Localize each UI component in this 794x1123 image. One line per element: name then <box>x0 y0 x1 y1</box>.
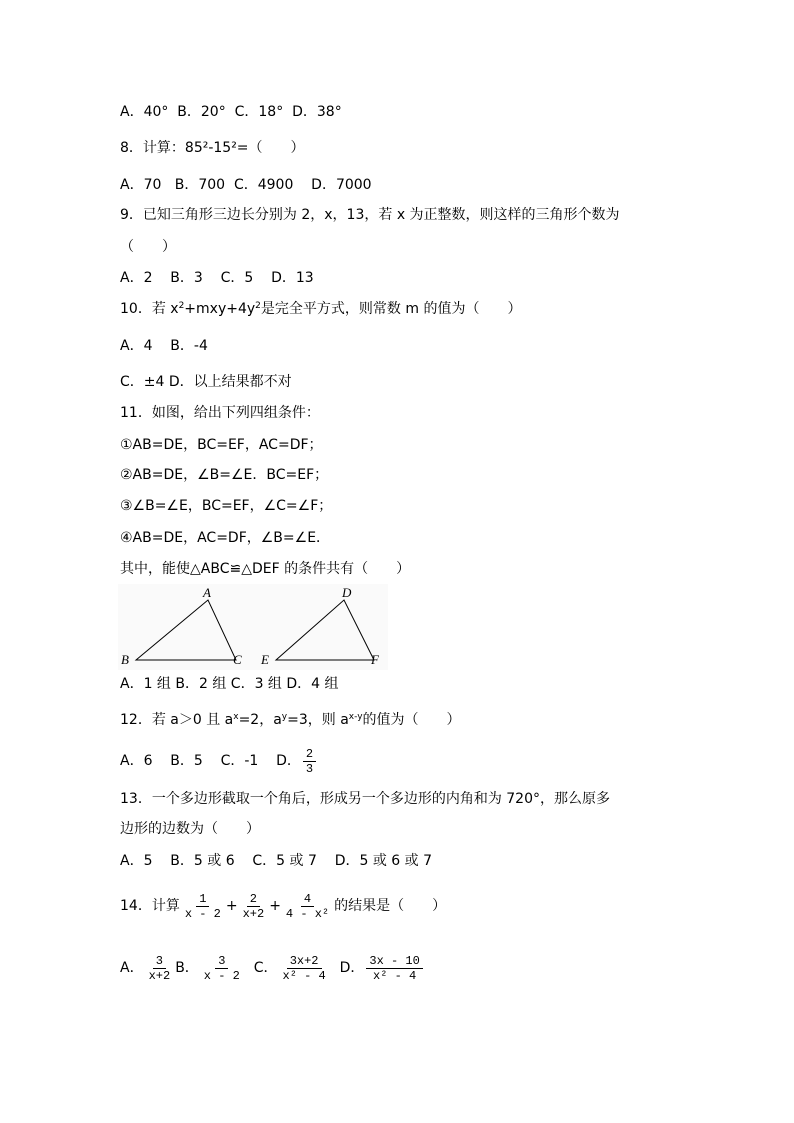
q9-stem-cont: （ ） <box>120 239 176 255</box>
q11-stem: 11．如图，给出下列四组条件： <box>120 405 320 421</box>
label-f: F <box>371 652 379 667</box>
q14-options: A． $\frac{3}{x+2}$ B． $\frac{3}{x - 2}$ C． $\frac{3x+2}{\text{x² - 4}}$ D． $\frac{3x - 10}{\text{x² - 4}}$ <box>120 948 425 988</box>
q14-option-b-fraction: $\frac{3}{x - 2}$ <box>203 953 240 983</box>
q10-stem: 10．若 $x^2+mxy+4y^2$是完全平方式，则常数 m 的值为（ ） <box>120 301 522 317</box>
q10-options: A．4 B．-4 <box>120 338 208 354</box>
q14-option-a-fraction: $\frac{3}{x+2}$ <box>148 953 171 983</box>
q14-fraction-3: $\frac{4}{\text{4 - x²}}$ <box>285 891 330 921</box>
q11-condition-2: ②AB=DE，∠B=∠E．BC=EF； <box>120 467 329 483</box>
q7-options: A．40° B．20° C．18° D．38° <box>120 104 342 120</box>
q11-condition-1: ①AB=DE，BC=EF，AC=DF； <box>120 437 323 453</box>
q12-stem: 12．若 a＞0 且 $a^x=2$，$a^y=3$，则 $a^{x-y}$的值为（ ） <box>120 712 461 728</box>
q14-fraction-1: $\frac{1}{x - 2}$ <box>184 891 221 921</box>
q9-stem: 9．已知三角形三边长分别为 2，x，13，若 x 为正整数，则这样的三角形个数为 <box>120 207 620 223</box>
q9-options: A．2 B．3 C．5 D．13 <box>120 270 314 286</box>
q14-stem: 14．计算 $\frac{1}{x - 2}$ + $\frac{2}{x+2}$ + $\frac{4}{\text{4 - x²}}$ 的结果是（ ） <box>120 891 447 921</box>
q13-stem: 13．一个多边形截取一个角后，形成另一个多边形的内角和为 720°，那么原多 <box>120 791 610 807</box>
label-a: A <box>203 585 211 600</box>
label-c: C <box>233 652 242 667</box>
q14-fraction-2: $\frac{2}{x+2}$ <box>242 891 265 921</box>
q11-options: A．1 组 B．2 组 C．3 组 D．4 组 <box>120 676 339 692</box>
q12-options: A．6 B．5 C．-1 D． $\frac{2}{3}$ <box>120 744 318 778</box>
label-d: D <box>342 585 352 600</box>
q13-stem-cont: 边形的边数为（ ） <box>120 821 260 837</box>
q10-options-2: C．±4 D．以上结果都不对 <box>120 374 292 390</box>
q11-question: 其中，能使△ABC≌△DEF 的条件共有（ ） <box>120 561 411 577</box>
q14-option-d-fraction: $\frac{3x - 10}{\text{x² - 4}}$ <box>366 954 422 983</box>
q12-fraction: $\frac{2}{3}$ <box>303 747 316 776</box>
label-b: B <box>121 652 129 667</box>
q11-condition-3: ③∠B=∠E，BC=EF，∠C=∠F； <box>120 498 333 514</box>
q14-option-c-fraction: $\frac{3x+2}{\text{x² - 4}}$ <box>282 953 326 983</box>
q13-options: A．5 B．5 或 6 C．5 或 7 D．5 或 6 或 7 <box>120 853 432 869</box>
triangle-figure <box>118 584 388 670</box>
q11-condition-4: ④AB=DE，AC=DF，∠B=∠E． <box>120 530 331 546</box>
q8-stem: 8．计算：85²-15²=（ ） <box>120 140 305 156</box>
label-e: E <box>261 652 269 667</box>
q8-options: A．70 B．700 C．4900 D．7000 <box>120 177 372 193</box>
